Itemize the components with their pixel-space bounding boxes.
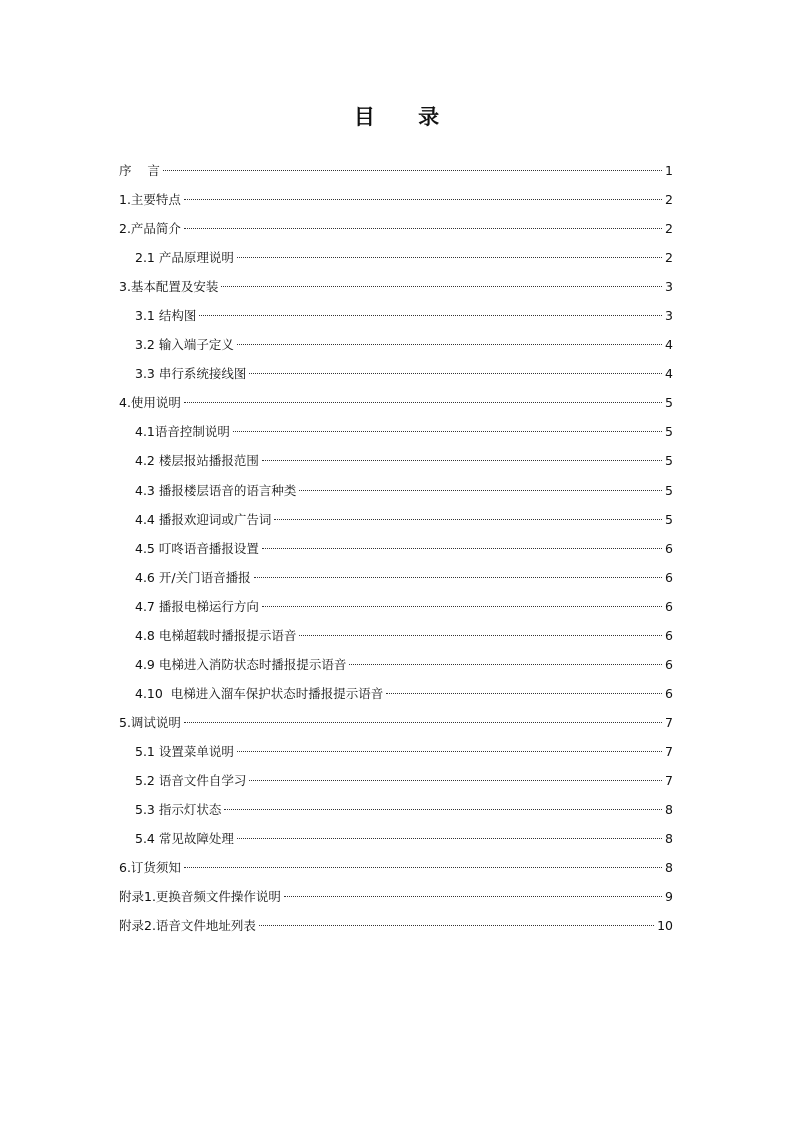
- toc-entry-title: 6.订货须知: [119, 860, 181, 876]
- toc-entry-title: 附录1.更换音频文件操作说明: [119, 889, 281, 905]
- toc-page-number: 6: [665, 569, 673, 585]
- toc-entry[interactable]: [119, 446, 673, 475]
- toc-dot-leader: [224, 809, 662, 810]
- toc-entry-title: 4.7 播报电梯运行方向: [135, 598, 259, 614]
- toc-entry[interactable]: [119, 156, 673, 185]
- toc-page-number: 8: [665, 802, 673, 818]
- toc-dot-leader: [262, 460, 662, 461]
- toc-page-number: 6: [665, 685, 673, 701]
- toc-entry[interactable]: [119, 737, 673, 766]
- toc-dot-leader: [262, 548, 662, 549]
- toc-dot-leader: [184, 867, 662, 868]
- toc-page-number: 1: [665, 163, 673, 178]
- toc-dot-leader: [349, 664, 662, 665]
- toc-entry-title: 3.基本配置及安装: [119, 279, 219, 295]
- toc-entry[interactable]: [119, 650, 673, 679]
- toc-entry[interactable]: [119, 505, 673, 534]
- toc-dot-leader: [259, 925, 654, 926]
- toc-entry-title: 4.使用说明: [119, 395, 181, 411]
- toc-page-number: 3: [665, 308, 673, 324]
- toc-entry-title: 3.3 串行系统接线图: [135, 366, 247, 382]
- toc-entry[interactable]: [119, 824, 673, 853]
- toc-page-number: 6: [665, 656, 673, 672]
- toc-page-number: 9: [665, 889, 673, 905]
- toc-entry[interactable]: [119, 621, 673, 650]
- toc-page-number: 6: [665, 627, 673, 643]
- toc-entry-title: 1.主要特点: [119, 192, 181, 208]
- toc-entry-title: 4.9 电梯进入消防状态时播报提示语音: [135, 656, 347, 672]
- toc-dot-leader: [249, 373, 662, 374]
- toc-page-number: 5: [665, 424, 673, 440]
- toc-dot-leader: [262, 606, 662, 607]
- toc-entry-title: 4.6 开/关门语音播报: [135, 569, 251, 585]
- toc-entry[interactable]: [119, 766, 673, 795]
- toc-entry[interactable]: [119, 359, 673, 388]
- toc-entry-title: 4.3 播报楼层语音的语言种类: [135, 482, 297, 498]
- toc-dot-leader: [221, 286, 662, 287]
- toc-entry-title: 附录2.语音文件地址列表: [119, 918, 256, 934]
- toc-entry[interactable]: [119, 679, 673, 708]
- toc-entry[interactable]: [119, 882, 673, 911]
- toc-dot-leader: [163, 170, 662, 171]
- toc-entry-title: 4.8 电梯超载时播报提示语音: [135, 627, 297, 643]
- toc-dot-leader: [237, 838, 662, 839]
- toc-page-number: 5: [665, 511, 673, 527]
- toc-page-number: 8: [665, 831, 673, 847]
- toc-entry[interactable]: [119, 388, 673, 417]
- toc-entry[interactable]: [119, 708, 673, 737]
- toc-page-number: 7: [665, 714, 673, 730]
- toc-entry[interactable]: [119, 563, 673, 592]
- toc-page-number: 7: [665, 772, 673, 788]
- toc-entry-title: 3.1 结构图: [135, 308, 197, 324]
- toc-page-number: 4: [665, 366, 673, 382]
- toc-entry-title: 5.调试说明: [119, 714, 181, 730]
- toc-entry[interactable]: [119, 301, 673, 330]
- toc-page-number: 4: [665, 337, 673, 353]
- toc-entry-title: 2.产品简介: [119, 221, 181, 237]
- toc-dot-leader: [299, 635, 662, 636]
- toc-entry[interactable]: [119, 185, 673, 214]
- toc-entry[interactable]: [119, 417, 673, 446]
- toc-entry[interactable]: [119, 853, 673, 882]
- toc-dot-leader: [299, 490, 662, 491]
- toc-page-number: 10: [657, 918, 673, 934]
- toc-dot-leader: [184, 402, 662, 403]
- toc-entry[interactable]: [119, 795, 673, 824]
- toc-page-number: 3: [665, 279, 673, 295]
- toc-dot-leader: [386, 693, 662, 694]
- toc-page-number: 6: [665, 540, 673, 556]
- toc-entry-title: 4.2 楼层报站播报范围: [135, 453, 259, 469]
- toc-dot-leader: [237, 344, 662, 345]
- toc-page-number: 2: [665, 250, 673, 266]
- toc-page-number: 2: [665, 221, 673, 237]
- toc-entry-title: 3.2 输入端子定义: [135, 337, 234, 353]
- toc-entry[interactable]: [119, 534, 673, 563]
- toc-dot-leader: [233, 431, 662, 432]
- toc-dot-leader: [237, 751, 662, 752]
- toc-entry[interactable]: [119, 214, 673, 243]
- toc-entry[interactable]: [119, 592, 673, 621]
- toc-entry-title: 4.5 叮咚语音播报设置: [135, 540, 259, 556]
- toc-dot-leader: [199, 315, 662, 316]
- toc-entry-title: 序 言: [119, 163, 160, 178]
- toc-page-number: 5: [665, 395, 673, 411]
- toc-page-number: 2: [665, 192, 673, 208]
- toc-entry-title: 5.1 设置菜单说明: [135, 743, 234, 759]
- table-of-contents: [119, 156, 673, 940]
- page-title: 目 录: [353, 105, 458, 129]
- toc-entry[interactable]: [119, 476, 673, 505]
- toc-entry-title: 5.3 指示灯状态: [135, 802, 222, 818]
- toc-dot-leader: [284, 896, 662, 897]
- toc-entry-title: 4.4 播报欢迎词或广告词: [135, 511, 272, 527]
- toc-entry-title: 5.4 常见故障处理: [135, 831, 234, 847]
- toc-entry[interactable]: [119, 272, 673, 301]
- toc-page-number: 5: [665, 453, 673, 469]
- toc-entry[interactable]: [119, 330, 673, 359]
- toc-entry-title: 4.10 电梯进入溜车保护状态时播报提示语音: [135, 685, 384, 701]
- toc-entry[interactable]: [119, 243, 673, 272]
- toc-dot-leader: [249, 780, 662, 781]
- toc-entry-title: 4.1语音控制说明: [135, 424, 230, 440]
- toc-entry[interactable]: [119, 911, 673, 940]
- toc-page-number: 8: [665, 860, 673, 876]
- toc-page-number: 7: [665, 743, 673, 759]
- toc-page-number: 6: [665, 598, 673, 614]
- toc-page-number: 5: [665, 482, 673, 498]
- toc-dot-leader: [184, 199, 662, 200]
- toc-entry-title: 2.1 产品原理说明: [135, 250, 234, 266]
- toc-dot-leader: [184, 722, 662, 723]
- toc-dot-leader: [254, 577, 662, 578]
- toc-dot-leader: [184, 228, 662, 229]
- toc-dot-leader: [274, 519, 662, 520]
- toc-entry-title: 5.2 语音文件自学习: [135, 772, 247, 788]
- toc-dot-leader: [237, 257, 662, 258]
